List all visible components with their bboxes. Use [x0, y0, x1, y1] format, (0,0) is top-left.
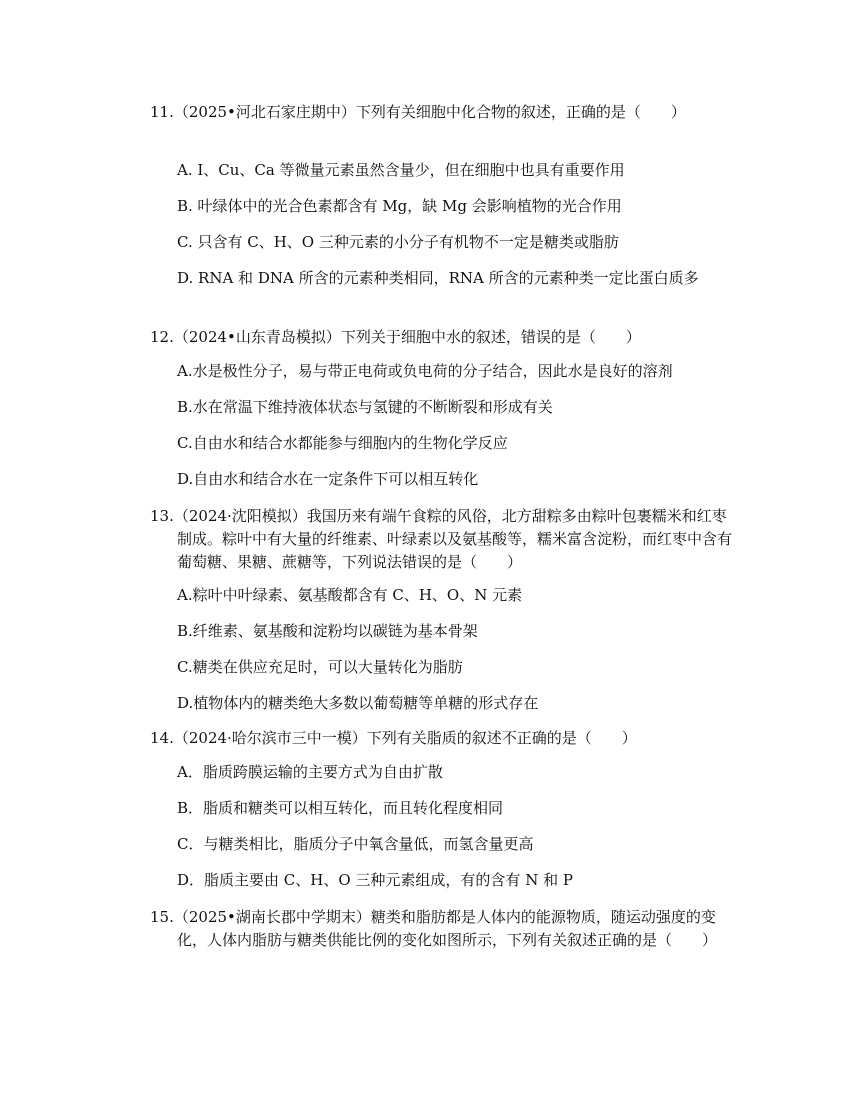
question-stem: 15.（2025•湖南长郡中学期末）糖类和脂肪都是人体内的能源物质，随运动强度的变化，人体内脂肪与糖类供能比例的变化如图所示，下列有关叙述正确的是（ ）: [150, 908, 718, 949]
option-b: B.纤维素、氨基酸和淀粉均以碳链为基本骨架: [177, 622, 478, 640]
option-c: C.糖类在供应充足时，可以大量转化为脂肪: [177, 658, 463, 676]
option-d: D. RNA 和 DNA 所含的元素种类相同，RNA 所含的元素种类一定比蛋白质多: [177, 269, 699, 287]
option-d: D.自由水和结合水在一定条件下可以相互转化: [177, 470, 479, 488]
option-d: D.植物体内的糖类绝大多数以葡萄糖等单糖的形式存在: [177, 694, 539, 712]
option-b: B.水在常温下维持液体状态与氢键的不断断裂和形成有关: [177, 398, 553, 416]
question-stem: 11.（2025•河北石家庄期中）下列有关细胞中化合物的叙述，正确的是（ ）: [150, 103, 686, 121]
question-13: [150, 505, 740, 712]
question-stem: 12.（2024•山东青岛模拟）下列关于细胞中水的叙述，错误的是（ ）: [150, 328, 641, 346]
option-a: A．脂质跨膜运输的主要方式为自由扩散: [177, 763, 443, 781]
option-b: B．脂质和糖类可以相互转化，而且转化程度相同: [177, 799, 504, 817]
option-a: A. I、Cu、Ca 等微量元素虽然含量少，但在细胞中也具有重要作用: [177, 161, 625, 179]
question-stem: 13.（2024·沈阳模拟）我国历来有端午食粽的风俗，北方甜粽多由粽叶包裹糯米和红枣制成。粽叶中有大量的纤维素、叶绿素以及氨基酸等，糯米富含淀粉，而红枣中含有葡萄糖、果糖、蔗糖等，下列说法错误的是（ ）: [150, 507, 733, 571]
option-c: C.自由水和结合水都能参与细胞内的生物化学反应: [177, 434, 508, 452]
option-a: A.水是极性分子，易与带正电荷或负电荷的分子结合，因此水是良好的溶剂: [177, 362, 673, 380]
option-a: A.粽叶中叶绿素、氨基酸都含有 C、H、O、N 元素: [177, 586, 523, 604]
option-d: D．脂质主要由 C、H、O 三种元素组成，有的含有 N 和 P: [177, 871, 573, 889]
option-c: C．与糖类相比，脂质分子中氧含量低，而氢含量更高: [177, 835, 534, 853]
question-14: [150, 727, 740, 889]
question-12: [150, 326, 740, 488]
option-b: B. 叶绿体中的光合色素都含有 Mg，缺 Mg 会影响植物的光合作用: [177, 197, 622, 215]
question-15: [150, 906, 740, 952]
question-11: [150, 101, 740, 287]
question-stem: 14.（2024·哈尔滨市三中一模）下列有关脂质的叙述不正确的是（ ）: [150, 729, 637, 747]
option-c: C. 只含有 C、H、O 三种元素的小分子有机物不一定是糖类或脂肪: [177, 233, 619, 251]
